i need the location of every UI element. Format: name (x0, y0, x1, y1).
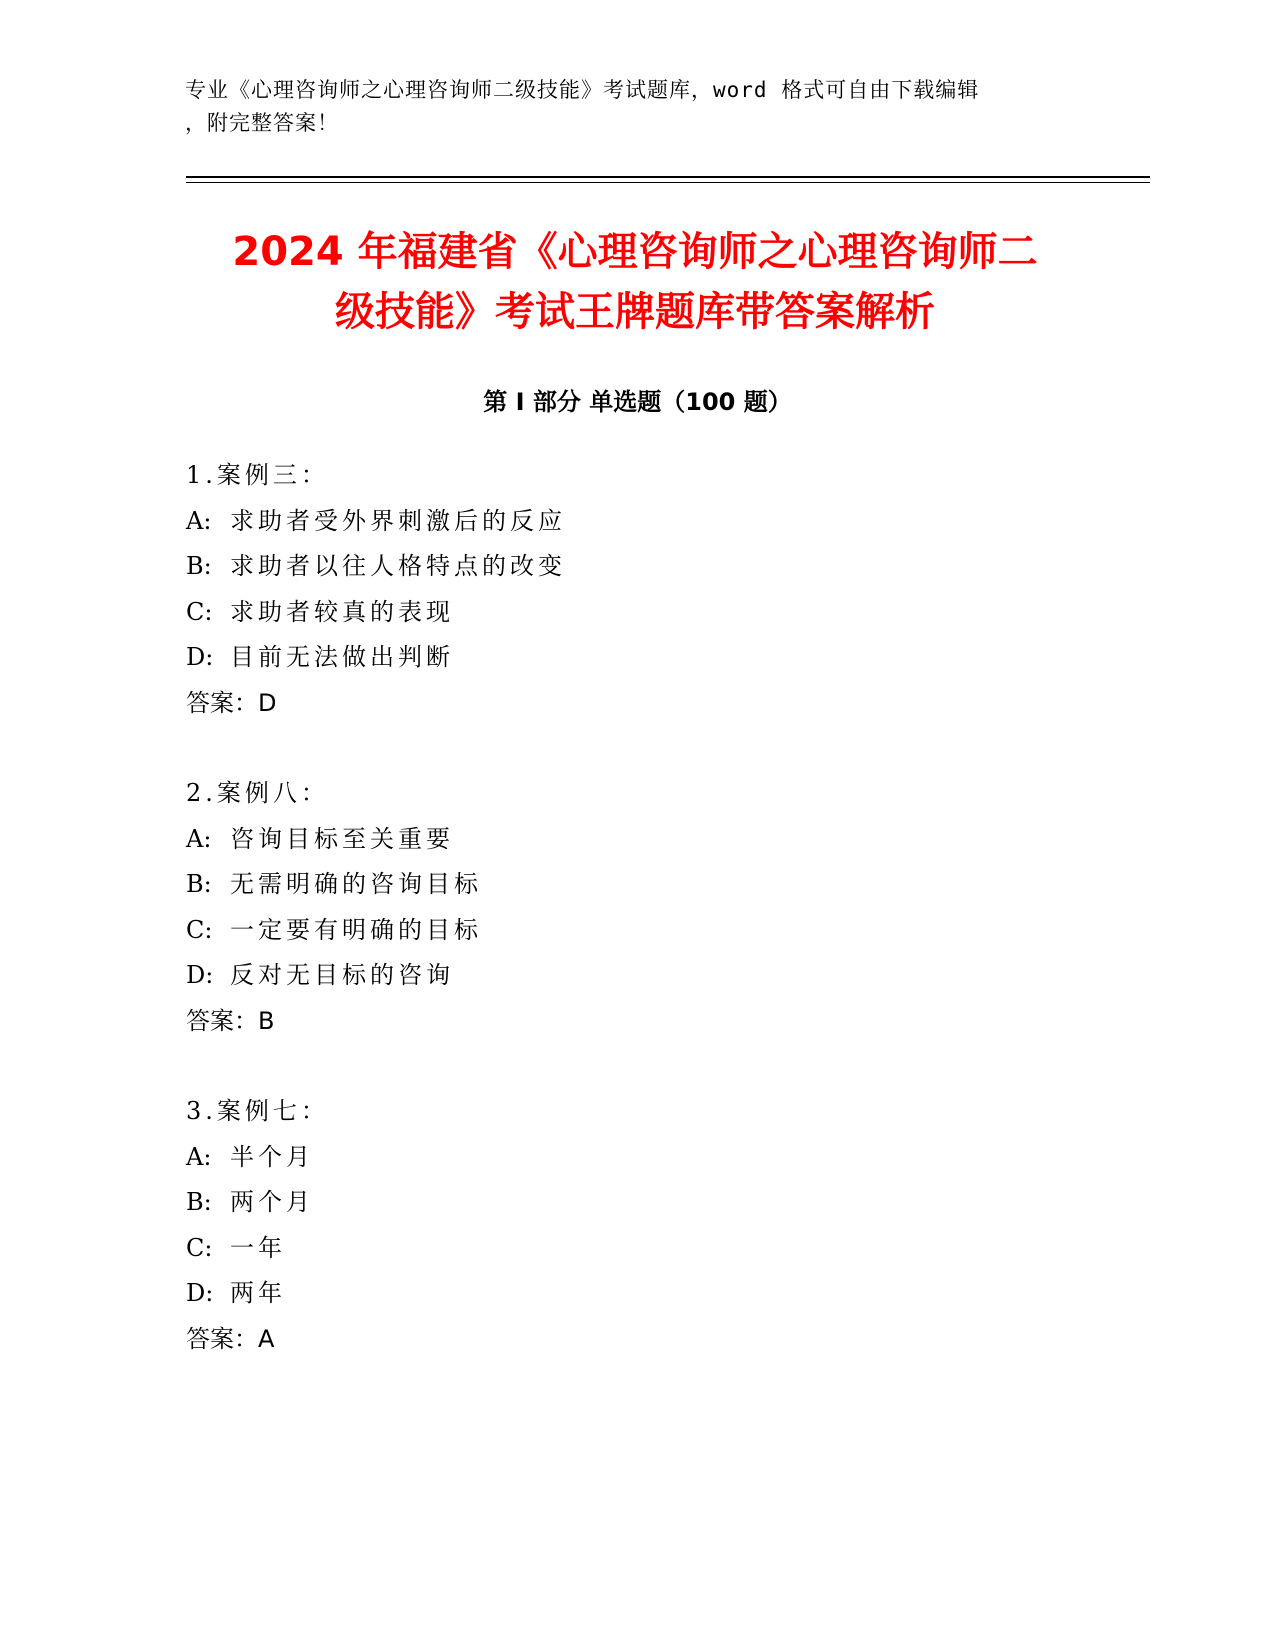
option-letter: C: (186, 1233, 213, 1262)
option-letter: C: (186, 597, 213, 626)
question-1 (186, 453, 1086, 726)
option-b (186, 544, 1086, 590)
option-text: 求助者较真的表现 (230, 597, 454, 626)
option-text: 求助者以往人格特点的改变 (230, 552, 566, 580)
option-d (186, 953, 1086, 999)
option-letter: B: (186, 552, 212, 580)
document-title (150, 222, 1120, 342)
question-stem: 2.案例八： (186, 779, 329, 807)
header-note (185, 74, 1065, 140)
header-divider-thick (186, 176, 1150, 178)
option-c (186, 590, 1086, 636)
option-letter: B: (186, 1188, 212, 1216)
option-letter: A: (186, 824, 212, 853)
option-letter: D: (186, 961, 214, 989)
option-text: 两年 (230, 1279, 286, 1307)
option-letter: A: (186, 1142, 212, 1171)
option-a (186, 499, 1086, 545)
question-3 (186, 1089, 1086, 1362)
option-text: 两个月 (230, 1188, 314, 1216)
option-letter: A: (186, 506, 212, 535)
option-text: 咨询目标至关重要 (230, 824, 454, 853)
option-a (186, 1135, 1086, 1181)
option-letter: C: (186, 915, 213, 944)
option-a (186, 817, 1086, 863)
option-text: 求助者受外界刺激后的反应 (230, 506, 566, 535)
option-d (186, 635, 1086, 681)
option-b (186, 1180, 1086, 1226)
question-stem: 1.案例三： (186, 461, 329, 489)
option-c (186, 1226, 1086, 1272)
option-letter: B: (186, 870, 212, 898)
header-divider-thin (186, 182, 1150, 183)
option-d (186, 1271, 1086, 1317)
option-text: 反对无目标的咨询 (230, 961, 454, 989)
option-text: 一定要有明确的目标 (230, 915, 482, 944)
header-note-line-1: 专业《心理咨询师之心理咨询师二级技能》考试题库，word 格式可自由下载编辑 (185, 78, 980, 102)
option-text: 无需明确的咨询目标 (230, 870, 482, 898)
option-text: 一年 (230, 1233, 286, 1262)
option-letter: D: (186, 643, 214, 671)
section-heading: 第 I 部分 单选题（100 题） (483, 388, 792, 416)
answer-line: 答案：A (186, 1324, 275, 1353)
document-title-line-1: 2024 年福建省《心理咨询师之心理咨询师二 (232, 229, 1038, 275)
document-title-line-2: 级技能》考试王牌题库带答案解析 (335, 289, 935, 335)
header-note-line-2: ，附完整答案！ (185, 111, 339, 135)
option-c (186, 908, 1086, 954)
option-letter: D: (186, 1279, 214, 1307)
answer-line: 答案：D (186, 688, 277, 717)
option-b (186, 862, 1086, 908)
option-text: 目前无法做出判断 (230, 643, 454, 671)
answer-line: 答案：B (186, 1006, 275, 1035)
option-text: 半个月 (230, 1142, 314, 1171)
question-2 (186, 771, 1086, 1044)
question-stem: 3.案例七： (186, 1097, 329, 1125)
